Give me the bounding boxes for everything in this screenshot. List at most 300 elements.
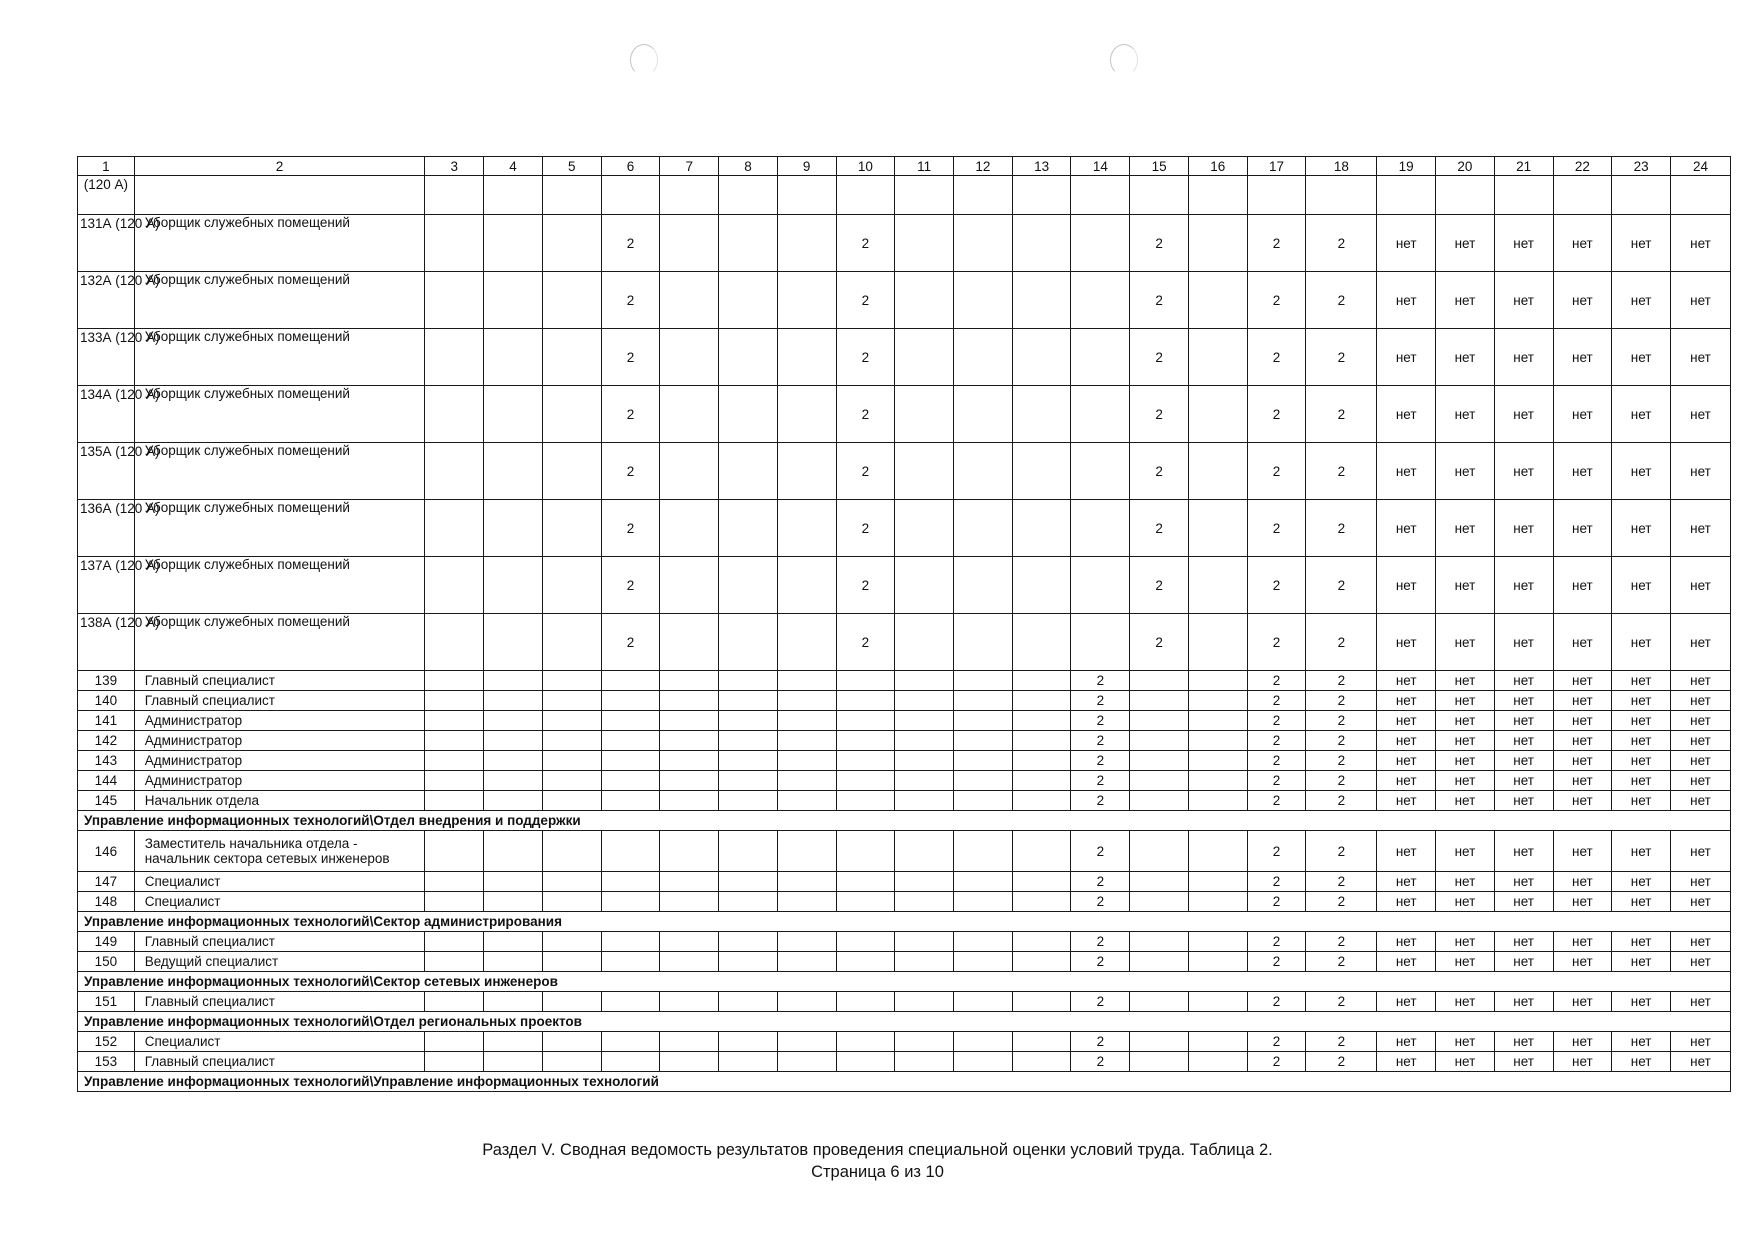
cell-col-20: нет (1436, 711, 1495, 731)
row-number: 151 (78, 992, 135, 1012)
cell-col-10 (836, 691, 895, 711)
cell-col-22: нет (1553, 691, 1612, 711)
cell-col-4 (484, 872, 543, 892)
cell-col-2 (134, 176, 425, 215)
cell-col-17: 2 (1247, 992, 1306, 1012)
cell-col-23: нет (1612, 557, 1671, 614)
cell-col-17: 2 (1247, 731, 1306, 751)
cell-col-15: 2 (1130, 215, 1189, 272)
cell-col-14 (1071, 386, 1130, 443)
column-number-header-row (78, 157, 1731, 176)
cell-col-15 (1130, 872, 1189, 892)
cell-col-24: нет (1670, 500, 1730, 557)
cell-col-11 (895, 932, 954, 952)
cell-col-7 (660, 932, 719, 952)
cell-col-21: нет (1494, 731, 1553, 751)
cell-col-23: нет (1612, 691, 1671, 711)
cell-col-15 (1130, 992, 1189, 1012)
cell-col-12 (954, 1032, 1013, 1052)
job-title: Администратор (134, 771, 425, 791)
cell-col-22: нет (1553, 892, 1612, 912)
table-row (78, 272, 1731, 329)
cell-col-14 (1071, 176, 1130, 215)
column-number-4: 4 (484, 157, 543, 176)
cell-col-13 (1012, 771, 1071, 791)
table-row (78, 791, 1731, 811)
table-row (78, 711, 1731, 731)
cell-col-14: 2 (1071, 831, 1130, 872)
cell-col-20: нет (1436, 952, 1495, 972)
table-row (78, 671, 1731, 691)
cell-col-5 (542, 500, 601, 557)
cell-col-15 (1130, 952, 1189, 972)
department-title: Управление информационных технологий\Сектор сетевых инженеров (78, 972, 1731, 992)
table-body (78, 157, 1731, 1092)
cell-col-3 (425, 831, 484, 872)
cell-col-21: нет (1494, 215, 1553, 272)
cell-col-15: 2 (1130, 557, 1189, 614)
cell-col-10: 2 (836, 272, 895, 329)
cell-col-13 (1012, 711, 1071, 731)
cell-col-11 (895, 992, 954, 1012)
cell-col-10 (836, 831, 895, 872)
cell-col-11 (895, 771, 954, 791)
department-header-row (78, 972, 1731, 992)
cell-col-8 (719, 329, 778, 386)
table-row (78, 731, 1731, 751)
cell-col-5 (542, 751, 601, 771)
cell-col-12 (954, 952, 1013, 972)
cell-col-24: нет (1670, 992, 1730, 1012)
continuation-row (78, 176, 1731, 215)
job-title: Администратор (134, 711, 425, 731)
cell-col-13 (1012, 932, 1071, 952)
cell-col-10: 2 (836, 443, 895, 500)
cell-col-24: нет (1670, 952, 1730, 972)
cell-col-10 (836, 176, 895, 215)
cell-col-11 (895, 952, 954, 972)
cell-col-3 (425, 932, 484, 952)
cell-col-15 (1130, 731, 1189, 751)
cell-col-23: нет (1612, 791, 1671, 811)
cell-col-16 (1188, 443, 1247, 500)
cell-col-10 (836, 711, 895, 731)
cell-col-16 (1188, 614, 1247, 671)
cell-col-15 (1130, 671, 1189, 691)
cell-col-22: нет (1553, 215, 1612, 272)
cell-col-20: нет (1436, 500, 1495, 557)
cell-col-5 (542, 671, 601, 691)
cell-col-8 (719, 443, 778, 500)
cell-col-6 (601, 1032, 660, 1052)
cell-col-10: 2 (836, 557, 895, 614)
cell-col-7 (660, 691, 719, 711)
cell-col-22: нет (1553, 671, 1612, 691)
cell-col-15 (1130, 691, 1189, 711)
cell-col-4 (484, 215, 543, 272)
cell-col-10 (836, 751, 895, 771)
cell-col-6 (601, 671, 660, 691)
cell-col-8 (719, 215, 778, 272)
cell-col-13 (1012, 691, 1071, 711)
cell-col-4 (484, 386, 543, 443)
cell-col-20: нет (1436, 671, 1495, 691)
cell-col-5 (542, 831, 601, 872)
job-title: Главный специалист (134, 691, 425, 711)
job-title: Специалист (134, 892, 425, 912)
cell-col-9 (777, 386, 836, 443)
cell-col-3 (425, 952, 484, 972)
cell-col-15 (1130, 771, 1189, 791)
cell-col-16 (1188, 671, 1247, 691)
cell-col-23: нет (1612, 215, 1671, 272)
column-number-3: 3 (425, 157, 484, 176)
row-number: 142 (78, 731, 135, 751)
cell-col-5 (542, 557, 601, 614)
cell-col-14: 2 (1071, 731, 1130, 751)
cell-col-11 (895, 791, 954, 811)
cell-col-15 (1130, 892, 1189, 912)
cell-col-14 (1071, 215, 1130, 272)
cell-col-10: 2 (836, 215, 895, 272)
cell-col-17: 2 (1247, 932, 1306, 952)
cell-col-9 (777, 329, 836, 386)
cell-col-3 (425, 751, 484, 771)
cell-col-19: нет (1377, 992, 1436, 1012)
cell-col-16 (1188, 952, 1247, 972)
cell-col-12 (954, 751, 1013, 771)
cell-col-10 (836, 671, 895, 691)
cell-col-23: нет (1612, 952, 1671, 972)
cell-col-21: нет (1494, 1032, 1553, 1052)
cell-col-6: 2 (601, 557, 660, 614)
table-row (78, 329, 1731, 386)
cell-col-4 (484, 711, 543, 731)
cell-col-21: нет (1494, 1052, 1553, 1072)
table-row (78, 386, 1731, 443)
cell-col-16 (1188, 329, 1247, 386)
table-row (78, 1032, 1731, 1052)
cell-col-20: нет (1436, 1052, 1495, 1072)
cell-col-9 (777, 1032, 836, 1052)
cell-col-19: нет (1377, 443, 1436, 500)
cell-col-23: нет (1612, 831, 1671, 872)
cell-col-16 (1188, 892, 1247, 912)
cell-col-22: нет (1553, 443, 1612, 500)
cell-col-16 (1188, 272, 1247, 329)
cell-col-4 (484, 1032, 543, 1052)
cell-col-3 (425, 557, 484, 614)
cell-col-5 (542, 731, 601, 751)
cell-col-9 (777, 992, 836, 1012)
cell-col-6: 2 (601, 272, 660, 329)
cell-col-4 (484, 751, 543, 771)
cell-col-4 (484, 329, 543, 386)
row-number: 153 (78, 1052, 135, 1072)
cell-col-24: нет (1670, 614, 1730, 671)
cell-col-20: нет (1436, 614, 1495, 671)
cell-col-14 (1071, 329, 1130, 386)
cell-col-12 (954, 500, 1013, 557)
cell-col-13 (1012, 892, 1071, 912)
cell-col-4 (484, 952, 543, 972)
cell-col-9 (777, 671, 836, 691)
cell-col-21: нет (1494, 500, 1553, 557)
cell-col-17: 2 (1247, 500, 1306, 557)
row-number: 136А (120 А) (78, 500, 135, 557)
cell-col-4 (484, 691, 543, 711)
cell-col-4 (484, 771, 543, 791)
cell-col-7 (660, 711, 719, 731)
cell-col-17: 2 (1247, 791, 1306, 811)
cell-col-18: 2 (1306, 1052, 1377, 1072)
cell-col-20: нет (1436, 771, 1495, 791)
cell-col-18: 2 (1306, 731, 1377, 751)
row-number: 141 (78, 711, 135, 731)
cell-col-5 (542, 872, 601, 892)
column-number-19: 19 (1377, 157, 1436, 176)
row-number: 140 (78, 691, 135, 711)
cell-col-14: 2 (1071, 1052, 1130, 1072)
department-title: Управление информационных технологий\Отдел региональных проектов (78, 1012, 1731, 1032)
cell-col-10 (836, 1032, 895, 1052)
cell-col-11 (895, 176, 954, 215)
cell-col-22: нет (1553, 831, 1612, 872)
job-title: Администратор (134, 731, 425, 751)
cell-col-21: нет (1494, 831, 1553, 872)
cell-col-16 (1188, 751, 1247, 771)
row-number: 139 (78, 671, 135, 691)
cell-col-24: нет (1670, 791, 1730, 811)
cell-col-17: 2 (1247, 751, 1306, 771)
cell-col-11 (895, 329, 954, 386)
cell-col-7 (660, 751, 719, 771)
cell-col-19: нет (1377, 771, 1436, 791)
cell-col-6 (601, 751, 660, 771)
column-number-22: 22 (1553, 157, 1612, 176)
cell-col-23: нет (1612, 500, 1671, 557)
cell-col-23: нет (1612, 272, 1671, 329)
cell-col-7 (660, 557, 719, 614)
cell-col-14 (1071, 557, 1130, 614)
cell-col-8 (719, 952, 778, 972)
cell-col-3 (425, 272, 484, 329)
row-number: 144 (78, 771, 135, 791)
cell-col-7 (660, 791, 719, 811)
cell-col-7 (660, 614, 719, 671)
table-row (78, 872, 1731, 892)
cell-col-19: нет (1377, 1032, 1436, 1052)
cell-col-4 (484, 671, 543, 691)
punch-hole-left (630, 44, 658, 76)
cell-col-8 (719, 691, 778, 711)
cell-col-18: 2 (1306, 932, 1377, 952)
row-number: 147 (78, 872, 135, 892)
row-number: (120 А) (78, 176, 135, 215)
cell-col-20: нет (1436, 872, 1495, 892)
cell-col-3 (425, 691, 484, 711)
row-number: 137А (120 А) (78, 557, 135, 614)
cell-col-20 (1436, 176, 1495, 215)
cell-col-15: 2 (1130, 443, 1189, 500)
cell-col-14: 2 (1071, 992, 1130, 1012)
cell-col-22: нет (1553, 872, 1612, 892)
cell-col-9 (777, 176, 836, 215)
cell-col-7 (660, 771, 719, 791)
cell-col-6 (601, 952, 660, 972)
cell-col-20: нет (1436, 215, 1495, 272)
cell-col-8 (719, 386, 778, 443)
cell-col-17: 2 (1247, 952, 1306, 972)
cell-col-14: 2 (1071, 892, 1130, 912)
cell-col-10: 2 (836, 386, 895, 443)
cell-col-7 (660, 952, 719, 972)
summary-table (77, 156, 1731, 1092)
cell-col-7 (660, 671, 719, 691)
department-title: Управление информационных технологий\Сектор администрирования (78, 912, 1731, 932)
cell-col-3 (425, 1052, 484, 1072)
cell-col-15 (1130, 1032, 1189, 1052)
cell-col-13 (1012, 1032, 1071, 1052)
cell-col-5 (542, 992, 601, 1012)
cell-col-23: нет (1612, 711, 1671, 731)
cell-col-19: нет (1377, 557, 1436, 614)
cell-col-19 (1377, 176, 1436, 215)
cell-col-15: 2 (1130, 386, 1189, 443)
cell-col-21: нет (1494, 386, 1553, 443)
cell-col-16 (1188, 932, 1247, 952)
cell-col-16 (1188, 691, 1247, 711)
cell-col-3 (425, 500, 484, 557)
cell-col-24: нет (1670, 771, 1730, 791)
cell-col-24: нет (1670, 671, 1730, 691)
cell-col-23: нет (1612, 771, 1671, 791)
cell-col-8 (719, 1052, 778, 1072)
cell-col-3 (425, 176, 484, 215)
cell-col-4 (484, 1052, 543, 1072)
cell-col-12 (954, 691, 1013, 711)
cell-col-7 (660, 892, 719, 912)
cell-col-5 (542, 771, 601, 791)
cell-col-18: 2 (1306, 711, 1377, 731)
cell-col-24: нет (1670, 215, 1730, 272)
cell-col-17: 2 (1247, 711, 1306, 731)
cell-col-22: нет (1553, 771, 1612, 791)
cell-col-9 (777, 872, 836, 892)
job-title: Уборщик служебных помещений (134, 329, 425, 386)
cell-col-17: 2 (1247, 892, 1306, 912)
cell-col-21: нет (1494, 892, 1553, 912)
cell-col-18: 2 (1306, 751, 1377, 771)
cell-col-23: нет (1612, 1052, 1671, 1072)
table-row (78, 892, 1731, 912)
cell-col-13 (1012, 952, 1071, 972)
cell-col-24: нет (1670, 1052, 1730, 1072)
punch-hole-right (1110, 44, 1138, 76)
cell-col-23: нет (1612, 932, 1671, 952)
row-number: 149 (78, 932, 135, 952)
cell-col-5 (542, 952, 601, 972)
cell-col-7 (660, 215, 719, 272)
cell-col-13 (1012, 751, 1071, 771)
cell-col-8 (719, 272, 778, 329)
cell-col-22: нет (1553, 500, 1612, 557)
column-number-13: 13 (1012, 157, 1071, 176)
cell-col-15 (1130, 831, 1189, 872)
cell-col-20: нет (1436, 1032, 1495, 1052)
cell-col-22: нет (1553, 791, 1612, 811)
cell-col-8 (719, 711, 778, 731)
table-row (78, 831, 1731, 872)
cell-col-15 (1130, 751, 1189, 771)
cell-col-19: нет (1377, 731, 1436, 751)
cell-col-17: 2 (1247, 771, 1306, 791)
cell-col-24: нет (1670, 731, 1730, 751)
cell-col-3 (425, 329, 484, 386)
cell-col-6: 2 (601, 500, 660, 557)
cell-col-18: 2 (1306, 386, 1377, 443)
cell-col-12 (954, 831, 1013, 872)
job-title: Уборщик служебных помещений (134, 614, 425, 671)
cell-col-4 (484, 791, 543, 811)
cell-col-22: нет (1553, 731, 1612, 751)
table-row (78, 614, 1731, 671)
cell-col-7 (660, 831, 719, 872)
column-number-7: 7 (660, 157, 719, 176)
cell-col-20: нет (1436, 992, 1495, 1012)
table-row (78, 1052, 1731, 1072)
cell-col-3 (425, 892, 484, 912)
cell-col-16 (1188, 992, 1247, 1012)
footer-page-number: Страница 6 из 10 (811, 1163, 944, 1181)
cell-col-5 (542, 215, 601, 272)
cell-col-7 (660, 992, 719, 1012)
cell-col-11 (895, 500, 954, 557)
column-number-14: 14 (1071, 157, 1130, 176)
cell-col-24: нет (1670, 1032, 1730, 1052)
cell-col-14: 2 (1071, 1032, 1130, 1052)
cell-col-8 (719, 892, 778, 912)
cell-col-10 (836, 1052, 895, 1072)
cell-col-19: нет (1377, 500, 1436, 557)
cell-col-20: нет (1436, 831, 1495, 872)
cell-col-9 (777, 272, 836, 329)
cell-col-14 (1071, 500, 1130, 557)
cell-col-13 (1012, 872, 1071, 892)
table-row (78, 557, 1731, 614)
cell-col-18: 2 (1306, 791, 1377, 811)
cell-col-17: 2 (1247, 1052, 1306, 1072)
cell-col-21: нет (1494, 671, 1553, 691)
cell-col-17: 2 (1247, 872, 1306, 892)
cell-col-24: нет (1670, 711, 1730, 731)
cell-col-11 (895, 731, 954, 751)
job-title: Администратор (134, 751, 425, 771)
cell-col-9 (777, 614, 836, 671)
cell-col-22: нет (1553, 932, 1612, 952)
cell-col-6 (601, 1052, 660, 1072)
cell-col-18: 2 (1306, 272, 1377, 329)
cell-col-9 (777, 215, 836, 272)
cell-col-18: 2 (1306, 443, 1377, 500)
cell-col-6 (601, 932, 660, 952)
cell-col-6: 2 (601, 329, 660, 386)
cell-col-13 (1012, 215, 1071, 272)
cell-col-19: нет (1377, 791, 1436, 811)
row-number: 131А (120 А) (78, 215, 135, 272)
cell-col-22: нет (1553, 329, 1612, 386)
job-title: Уборщик служебных помещений (134, 500, 425, 557)
